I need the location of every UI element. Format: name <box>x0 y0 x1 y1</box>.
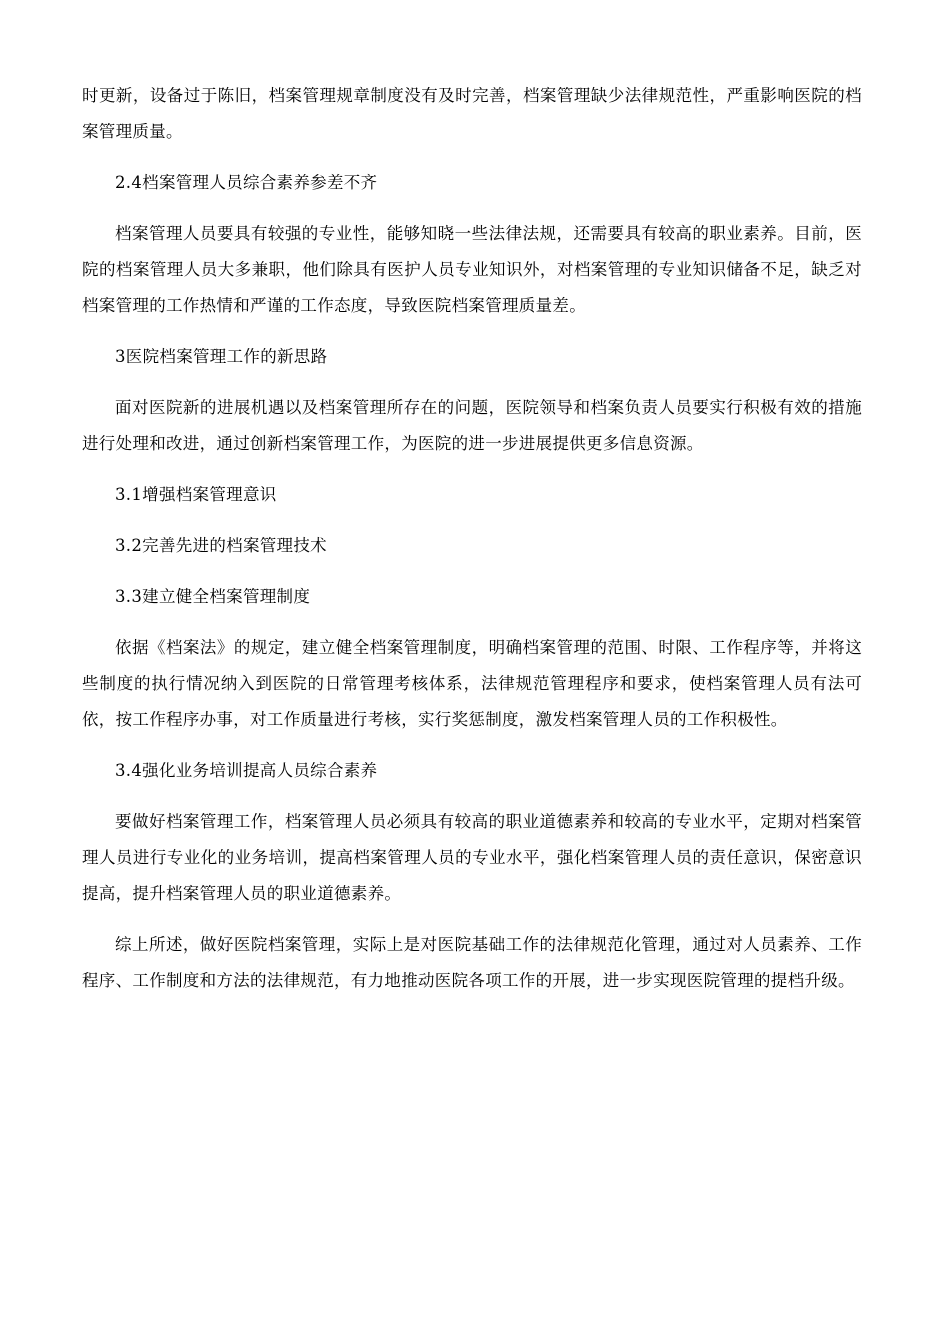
paragraph: 面对医院新的进展机遇以及档案管理所存在的问题，医院领导和档案负责人员要实行积极有效的措施进行处理和改进，通过创新档案管理工作，为医院的进一步进展提供更多信息资源。 <box>82 398 862 453</box>
paragraph: 要做好档案管理工作，档案管理人员必须具有较高的职业道德素养和较高的专业水平，定期对档案管理人员进行专业化的业务培训，提高档案管理人员的专业水平，强化档案管理人员的责任意识，保密意识提高，提升档案管理人员的职业道德素养。 <box>82 812 862 903</box>
paragraph-conclusion: 综上所述，做好医院档案管理，实际上是对医院基础工作的法律规范化管理，通过对人员素养、工作程序、工作制度和方法的法律规范，有力地推动医院各项工作的开展，进一步实现医院管理的提档升级。 <box>82 935 862 990</box>
section-heading-3: 3医院档案管理工作的新思路 <box>115 347 328 366</box>
section-heading-2-4: 2.4档案管理人员综合素养参差不齐 <box>115 173 378 192</box>
document-body <box>82 78 862 1014</box>
section-heading-3-4: 3.4强化业务培训提高人员综合素养 <box>115 761 378 780</box>
paragraph-continued: 时更新，设备过于陈旧，档案管理规章制度没有及时完善，档案管理缺少法律规范性，严重影响医院的档案管理质量。 <box>82 86 862 141</box>
paragraph: 依据《档案法》的规定，建立健全档案管理制度，明确档案管理的范围、时限、工作程序等，并将这些制度的执行情况纳入到医院的日常管理考核体系，法律规范管理程序和要求，使档案管理人员有法可依，按工作程序办事，对工作质量进行考核，实行奖惩制度，激发档案管理人员的工作积极性。 <box>82 638 862 729</box>
section-heading-3-1: 3.1增强档案管理意识 <box>115 485 277 504</box>
section-heading-3-3: 3.3建立健全档案管理制度 <box>115 587 311 606</box>
section-heading-3-2: 3.2完善先进的档案管理技术 <box>115 536 327 555</box>
paragraph: 档案管理人员要具有较强的专业性，能够知晓一些法律法规，还需要具有较高的职业素养。目前，医院的档案管理人员大多兼职，他们除具有医护人员专业知识外，对档案管理的专业知识储备不足，缺乏对档案管理的工作热情和严谨的工作态度，导致医院档案管理质量差。 <box>82 224 862 315</box>
